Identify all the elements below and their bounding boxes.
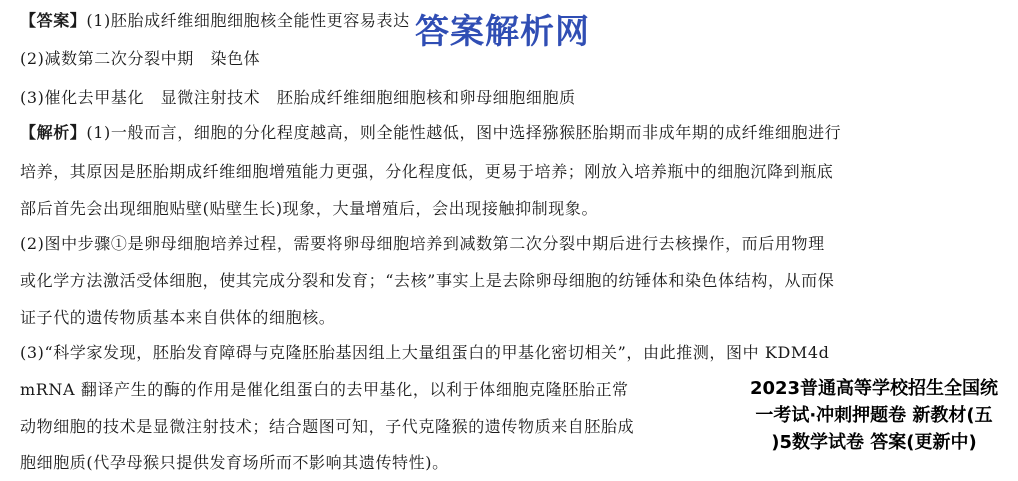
- overlay-line-3: )5数学试卷 答案(更新中): [771, 432, 977, 453]
- overlay-line-2: 一考试·冲刺押题卷 新教材(五: [755, 405, 993, 426]
- answer-label: 【答案】: [20, 11, 87, 30]
- watermark-logo: 答案解析网: [415, 12, 590, 52]
- analysis-label: 【解析】: [20, 123, 87, 142]
- analysis-p2-line-1: (2)图中步骤①是卵母细胞培养过程，需要将卵母细胞培养到减数第二次分裂中期后进行去核操作，而后用物理: [20, 234, 825, 253]
- answer-text-1: (1)胚胎成纤维细胞细胞核全能性更容易表达: [86, 11, 410, 30]
- analysis-p3-line-1: (3)“科学家发现，胚胎发育障碍与克隆胚胎基因组上大量组蛋白的甲基化密切相关”，由此推测，图中 KDM4d: [20, 343, 830, 362]
- answer-line-2: (2)减数第二次分裂中期 染色体: [20, 49, 261, 68]
- overlay-line-1: 2023普通高等学校招生全国统: [749, 378, 999, 399]
- analysis-p3-line-2: mRNA 翻译产生的酶的作用是催化组蛋白的去甲基化，以利于体细胞克隆胚胎正常: [20, 380, 629, 399]
- analysis-p2-line-3: 证子代的遗传物质基本来自供体的细胞核。: [20, 308, 336, 327]
- analysis-p2-line-2: 或化学方法激活受体细胞，使其完成分裂和发育；“去核”事实上是去除卵母细胞的纺锤体和染色体结构，从而保: [20, 271, 835, 290]
- answer-line-3: (3)催化去甲基化 显微注射技术 胚胎成纤维细胞细胞核和卵母细胞细胞质: [20, 88, 576, 107]
- analysis-p3-line-4: 胞细胞质(代孕母猴只提供发育场所而不影响其遗传特性)。: [20, 453, 449, 472]
- analysis-p1-line-2: 培养，其原因是胚胎期成纤维细胞增殖能力更强，分化程度低，更易于培养；刚放入培养瓶中的细胞沉降到瓶底: [20, 162, 834, 181]
- analysis-p3-line-3: 动物细胞的技术是显微注射技术；结合题图可知，子代克隆猴的遗传物质来自胚胎成: [20, 417, 635, 436]
- analysis-p1-text-1: (1)一般而言，细胞的分化程度越高，则全能性越低，图中选择猕猴胚胎期而非成年期的成纤维细胞进行: [86, 123, 842, 142]
- analysis-p1-line-3: 部后首先会出现细胞贴壁(贴壁生长)现象，大量增殖后，会出现接触抑制现象。: [20, 199, 599, 218]
- analysis-line-1: [20, 122, 1008, 144]
- title-overlay: [730, 375, 1018, 456]
